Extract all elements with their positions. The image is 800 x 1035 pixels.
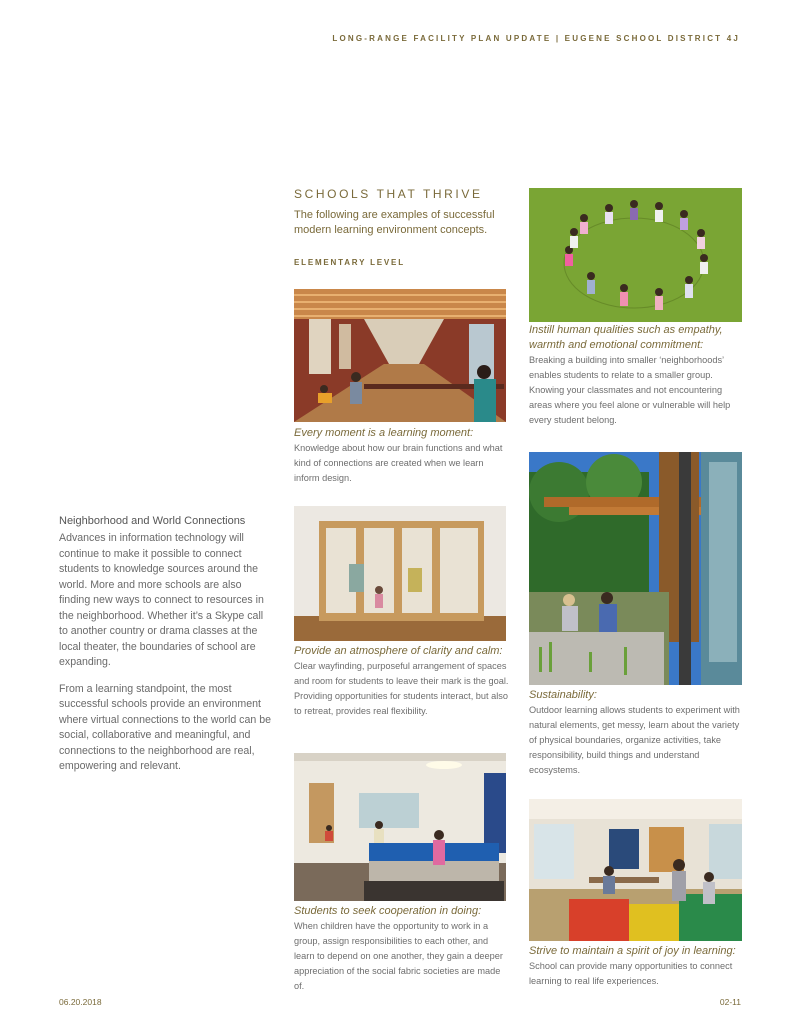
neighborhood-para-1: Advances in information technology will continue to make it possible to connect students to knowledge sources around the world. More and more schools are also finding new ways to connect to resources in the neighborhood. Whether it’s a Skype call to another country or drama classes at the local theater, the boundaries of school are expanding. xyxy=(59,532,264,668)
caption-1 xyxy=(294,426,509,486)
caption-1-body: Knowledge about how our brain functions and what kind of connections are created when we learn inform design. xyxy=(294,443,503,483)
caption-4 xyxy=(529,323,744,428)
level-label: ELEMENTARY LEVEL xyxy=(294,258,405,267)
section-title: SCHOOLS THAT THRIVE xyxy=(294,187,483,201)
photo-outdoor-pavilion xyxy=(529,452,742,685)
caption-5-title: Sustainability: xyxy=(529,689,597,701)
photo-circle-kids xyxy=(529,188,742,322)
caption-4-title: Instill human qualities such as empathy, warmth and emotional commitment: xyxy=(529,324,723,351)
caption-3 xyxy=(294,904,509,994)
caption-6-body: School can provide many opportunities to connect learning to real life experiences. xyxy=(529,961,733,986)
caption-3-title: Students to seek cooperation in doing: xyxy=(294,905,482,917)
section-intro: The following are examples of successful modern learning environment concepts. xyxy=(294,209,495,236)
footer-page-number: 02-11 xyxy=(719,997,741,1007)
caption-6-title: Strive to maintain a spirit of joy in learning: xyxy=(529,945,736,957)
caption-2-body: Clear wayfinding, purposeful arrangement of spaces and room for students to leave their mark is the goal. Providing opportunities for students interact, but also to retreat, provides real flexibility. xyxy=(294,661,509,716)
caption-3-body: When children have the opportunity to work in a group, assign responsibilities to each other, and learn to depend on one another, they gain a deeper appreciation of the social fabric societies are made of. xyxy=(294,921,503,991)
neighborhood-heading: Neighborhood and World Connections xyxy=(59,515,246,527)
footer-date: 06.20.2018 xyxy=(59,997,102,1007)
caption-2 xyxy=(294,644,509,719)
neighborhood-para-2: From a learning standpoint, the most successful schools provide an environment where virtual connections to the world can be social, collaborative and meaningful, and connections to the neighborhood are real, empowering and relevant. xyxy=(59,682,271,772)
photo-classroom xyxy=(294,753,506,901)
photo-corridor xyxy=(294,289,506,422)
caption-2-title: Provide an atmosphere of clarity and calm: xyxy=(294,645,503,657)
caption-1-title: Every moment is a learning moment: xyxy=(294,427,474,439)
caption-4-body: Breaking a building into smaller ‘neighborhoods’ enables students to relate to a smaller group. Knowing your classmates and not encountering areas where you feel alone or vulnerable will help every student belong. xyxy=(529,355,731,425)
neighborhood-body xyxy=(59,531,274,786)
photo-doors xyxy=(294,506,506,641)
caption-5 xyxy=(529,688,744,778)
page-header: LONG-RANGE FACILITY PLAN UPDATE | EUGENE SCHOOL DISTRICT 4J xyxy=(332,34,740,43)
photo-joyful-classroom xyxy=(529,799,742,941)
caption-6 xyxy=(529,944,744,989)
caption-5-body: Outdoor learning allows students to experiment with natural elements, get messy, learn about the variety of physical boundaries, organize activities, take responsibility, build things and understand ecosystems. xyxy=(529,705,740,775)
